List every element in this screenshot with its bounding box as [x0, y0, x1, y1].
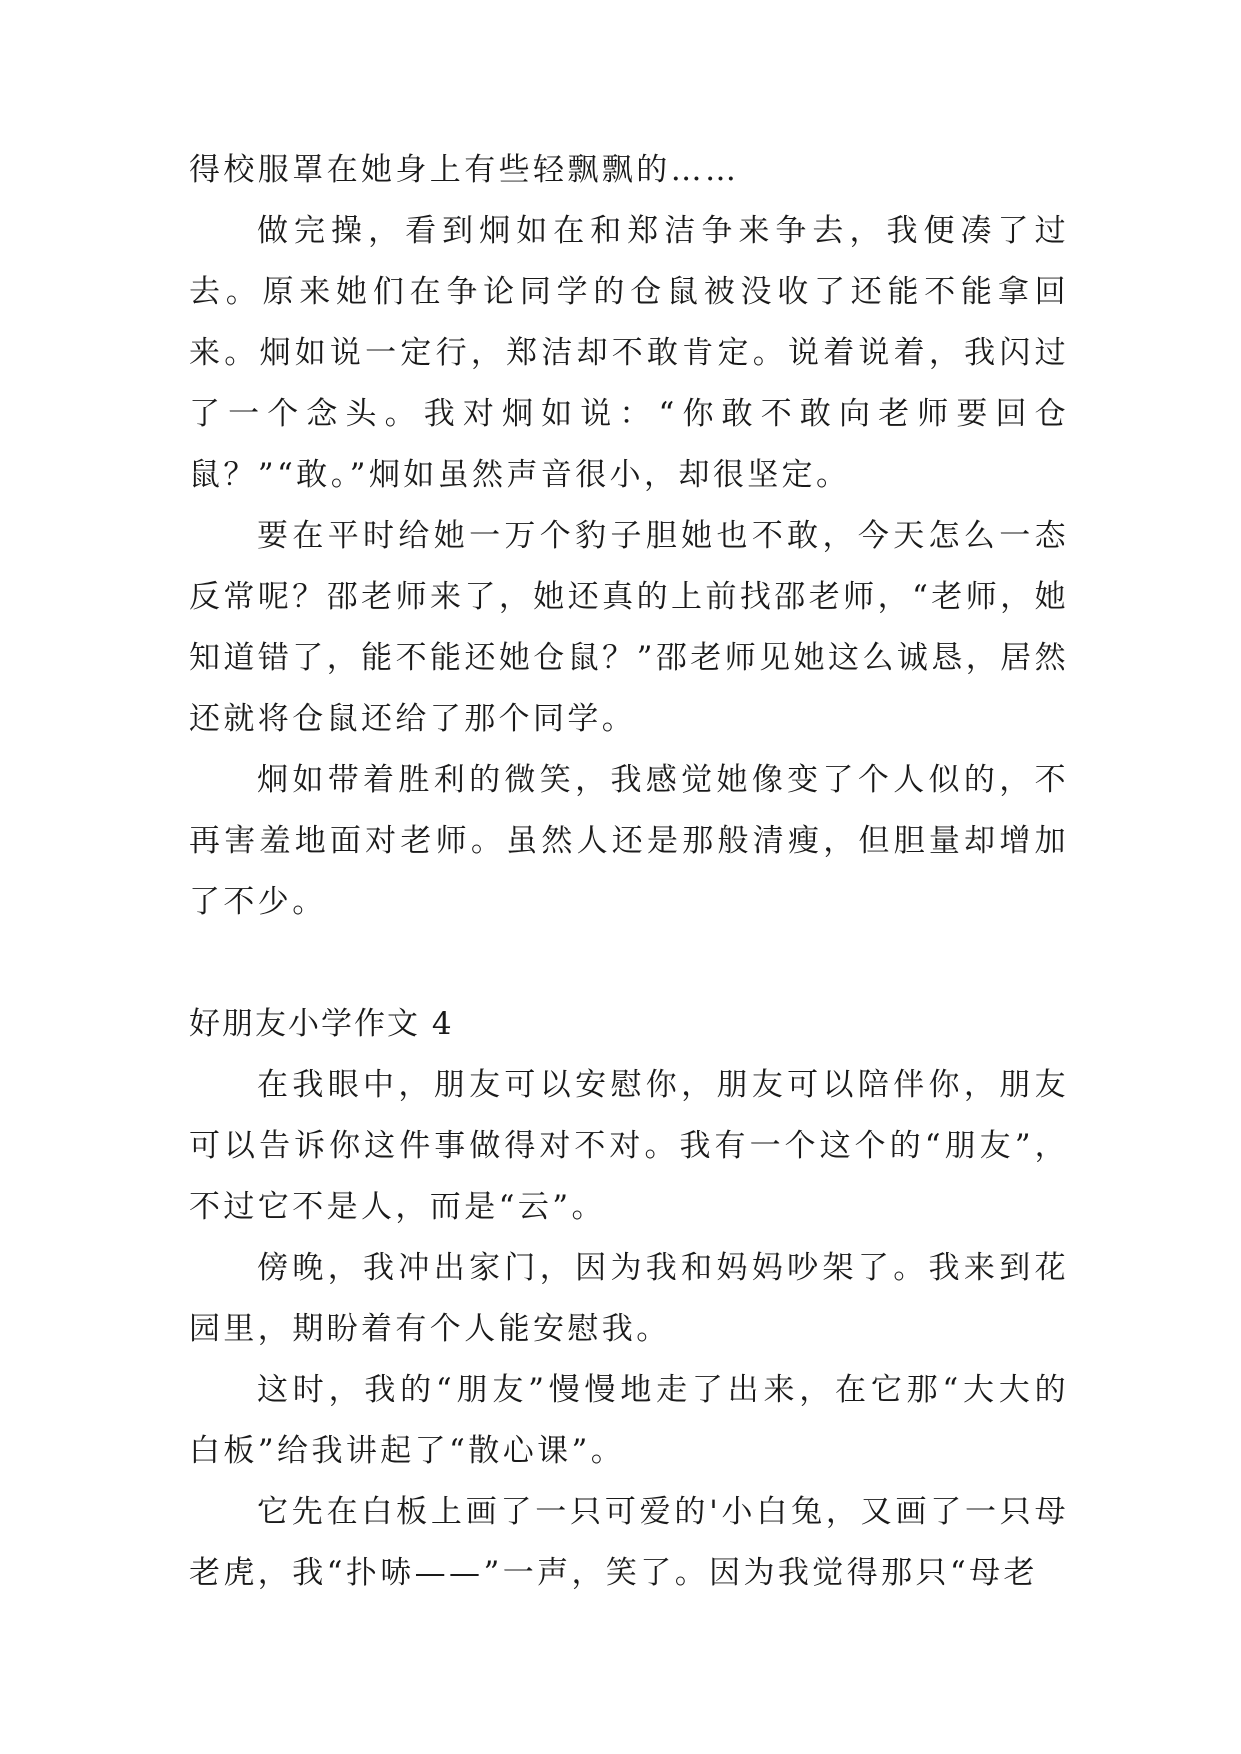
paragraph: 傍晚，我冲出家门，因为我和妈妈吵架了。我来到花园里，期盼着有个人能安慰我。	[189, 1250, 1069, 1347]
document-page	[189, 140, 1069, 1604]
paragraph: 要在平时给她一万个豹子胆她也不敢，今天怎么一态反常呢？邵老师来了，她还真的上前找邵老师，“老师，她知道错了，能不能还她仓鼠？”邵老师见她这么诚恳，居然还就将仓鼠还给了那个同学。	[189, 518, 1069, 737]
continuation-paragraph: 得校服罩在她身上有些轻飘飘的……	[189, 152, 740, 188]
section-spacer	[189, 933, 1069, 994]
paragraph: 它先在白板上画了一只可爱的'小白兔，又画了一只母老虎，我“扑哧——”一声，笑了。因为我觉得那只“母老	[189, 1494, 1069, 1591]
section-heading: 好朋友小学作文 4	[189, 1006, 454, 1042]
paragraph: 这时，我的“朋友”慢慢地走了出来，在它那“大大的白板”给我讲起了“散心课”。	[189, 1372, 1069, 1469]
paragraph: 做完操，看到炯如在和郑洁争来争去，我便凑了过去。原来她们在争论同学的仓鼠被没收了还能不能拿回来。炯如说一定行，郑洁却不敢肯定。说着说着，我闪过了一个念头。我对炯如说：“你敢不敢向老师要回仓鼠？”“敢。”炯如虽然声音很小，却很坚定。	[189, 213, 1069, 493]
paragraph: 在我眼中，朋友可以安慰你，朋友可以陪伴你，朋友可以告诉你这件事做得对不对。我有一个这个的“朋友”，不过它不是人，而是“云”。	[189, 1067, 1069, 1225]
paragraph: 炯如带着胜利的微笑，我感觉她像变了个人似的，不再害羞地面对老师。虽然人还是那般清瘦，但胆量却增加了不少。	[189, 762, 1069, 920]
